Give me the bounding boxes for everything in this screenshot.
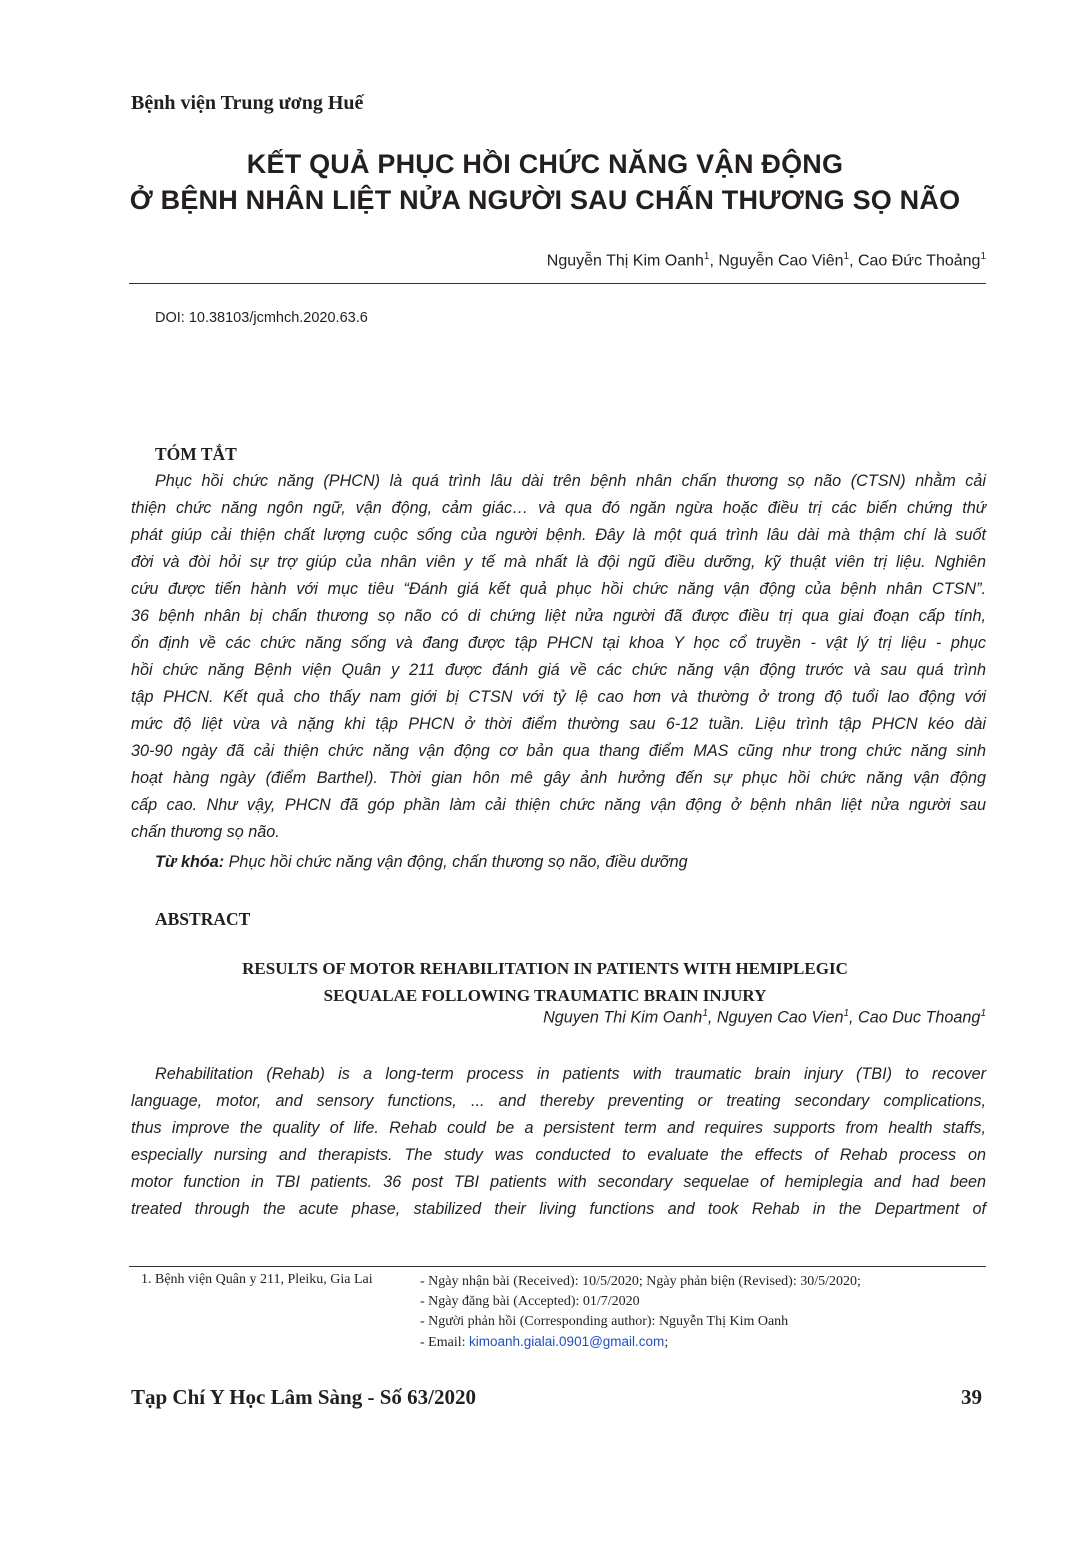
summary-line: thiện chức năng ngôn ngữ, vận động, cảm giác… và qua đó ngăn ngừa hoặc điều trị các biến chứng thứ (131, 499, 986, 517)
summary-line: Phục hồi chức năng (PHCN) là quá trình lâu dài trên bệnh nhân chấn thương sọ não (CTSN) nhằm cải (155, 472, 986, 490)
summary-line: hồi chức năng Bệnh viện Quân y 211 được đánh giá về các chức năng vận động trước và sau quá trình (131, 661, 986, 679)
article-dates (420, 1272, 861, 1353)
author-name: Nguyễn Cao Viên (718, 252, 844, 270)
email-suffix: ; (664, 1335, 669, 1350)
affiliation-mark: 1 (702, 1008, 708, 1019)
page-number: 39 (961, 1385, 982, 1409)
affiliation-footnote: 1. Bệnh viện Quân y 211, Pleiku, Gia Lai (141, 1272, 373, 1287)
email-link[interactable]: kimoanh.gialai.0901@gmail.com (469, 1334, 665, 1349)
summary-line: hoạt hàng ngày (điểm Barthel). Thời gian hôn mê gây ảnh hưởng đến sự phục hồi chức năng vận động (131, 769, 986, 787)
author-name: Nguyen Thi Kim Oanh (543, 1008, 703, 1027)
english-title (0, 955, 1090, 1009)
keywords-text: Phục hồi chức năng vận động, chấn thương sọ não, điều dưỡng (224, 853, 688, 871)
abstract-paragraph (131, 1061, 986, 1223)
author-name: Cao Duc Thoang (858, 1008, 981, 1027)
summary-line: phát giúp cải thiện chất lượng cuộc sống của người bệnh. Đây là một quá trình lâu dài mà thậm chí là suốt (131, 526, 986, 544)
author-separator: , (849, 1008, 859, 1027)
affiliation-mark: 1 (980, 251, 986, 262)
accepted-date: - Ngày đăng bài (Accepted): 01/7/2020 (420, 1294, 640, 1309)
summary-line: 36 bệnh nhân bị chấn thương sọ não có di chứng liệt nửa người đã được điều trị qua giai đoạn cấp tính, (131, 607, 986, 625)
abstract-heading: ABSTRACT (155, 909, 251, 929)
author-separator: , (707, 1008, 717, 1027)
email-label: - Email: (420, 1335, 469, 1350)
abstract-line: motor function in TBI patients. 36 post TBI patients with secondary sequelae of hemiplegia and had been (131, 1173, 986, 1191)
email-line (420, 1332, 861, 1353)
summary-heading: TÓM TẮT (155, 444, 237, 464)
footnote-divider (129, 1266, 986, 1267)
summary-line: tập PHCN. Kết quả cho thấy nam giới bị CTSN với tỷ lệ cao hơn và thường ở trong độ tuổi lao động với (131, 688, 986, 706)
affiliation-mark: 1 (703, 251, 710, 262)
affiliation-mark: 1 (843, 251, 850, 262)
summary-paragraph (131, 468, 986, 846)
keywords-label: Từ khóa: (155, 853, 225, 871)
abstract-line: treated through the acute phase, stabilized their living functions and took Rehab in the Department of (131, 1200, 986, 1218)
keywords (155, 853, 688, 872)
english-title-line-2: SEQUALAE FOLLOWING TRAUMATIC BRAIN INJURY (323, 986, 767, 1005)
received-date: - Ngày nhận bài (Received): 10/5/2020; Ngày phản biện (Revised): 30/5/2020; (420, 1274, 861, 1289)
abstract-line: especially nursing and therapists. The study was conducted to evaluate the effects of Rehab process on (131, 1146, 986, 1164)
abstract-line: thus improve the quality of life. Rehab could be a persistent term and requires supports from health staffs, (131, 1119, 986, 1137)
article-title (0, 146, 1090, 218)
running-header: Bệnh viện Trung ương Huế (131, 92, 364, 114)
author-separator: , (709, 252, 719, 270)
summary-line: cứu được tiến hành với mục tiêu “Đánh giá kết quả phục hồi chức năng vận động của bệnh nhân CTSN”. (131, 580, 986, 598)
title-line-2: Ở BỆNH NHÂN LIỆT NỬA NGƯỜI SAU CHẤN THƯƠNG SỌ NÃO (129, 185, 961, 215)
corresponding-author: - Người phản hồi (Corresponding author): Nguyễn Thị Kim Oanh (420, 1314, 789, 1329)
summary-line: 30-90 ngày đã cải thiện chức năng vận động cơ bản qua thang điểm MAS cũng như trong chức năng sinh (131, 742, 986, 760)
english-title-line-1: RESULTS OF MOTOR REHABILITATION IN PATIENTS WITH HEMIPLEGIC (242, 959, 848, 978)
abstract-line: language, motor, and sensory functions, ... and thereby preventing or treating secondary complications, (131, 1092, 986, 1110)
author-list (547, 251, 986, 270)
summary-line: ổn định về các chức năng sống và đang được tập PHCN tại khoa Y học cổ truyền - vật lý trị liệu - phục (131, 634, 986, 652)
author-name: Cao Đức Thoảng (857, 252, 981, 270)
affiliation-mark: 1 (980, 1008, 986, 1019)
journal-footer: Tạp Chí Y Học Lâm Sàng - Số 63/2020 (131, 1385, 476, 1409)
affiliation-mark: 1 (843, 1008, 850, 1019)
summary-line: mức độ liệt vừa và nặng khi tập PHCN ở thời điểm thường sau 6-12 tuần. Liệu trình tập PHCN kéo dài (131, 715, 986, 733)
summary-line: đời và đòi hỏi sự trợ giúp của nhân viên y tế mà nhất là đội ngũ điều dưỡng, kỹ thuật viên trị liệu. Nghiên (131, 553, 986, 571)
abstract-line: Rehabilitation (Rehab) is a long-term process in patients with traumatic brain injury (TBI) to recover (155, 1065, 986, 1083)
doi: DOI: 10.38103/jcmhch.2020.63.6 (155, 310, 368, 326)
title-line-1: KẾT QUẢ PHỤC HỒI CHỨC NĂNG VẬN ĐỘNG (246, 149, 844, 179)
english-author-list (543, 1008, 986, 1027)
author-name: Nguyen Cao Vien (716, 1008, 844, 1027)
author-name: Nguyễn Thị Kim Oanh (546, 252, 704, 270)
summary-line: cấp cao. Như vậy, PHCN đã góp phần làm cải thiện chức năng vận động ở bệnh nhân liệt nửa người sau (131, 796, 986, 814)
author-separator: , (849, 252, 858, 270)
header-divider (129, 283, 986, 284)
summary-line: chấn thương sọ não. (131, 823, 280, 841)
